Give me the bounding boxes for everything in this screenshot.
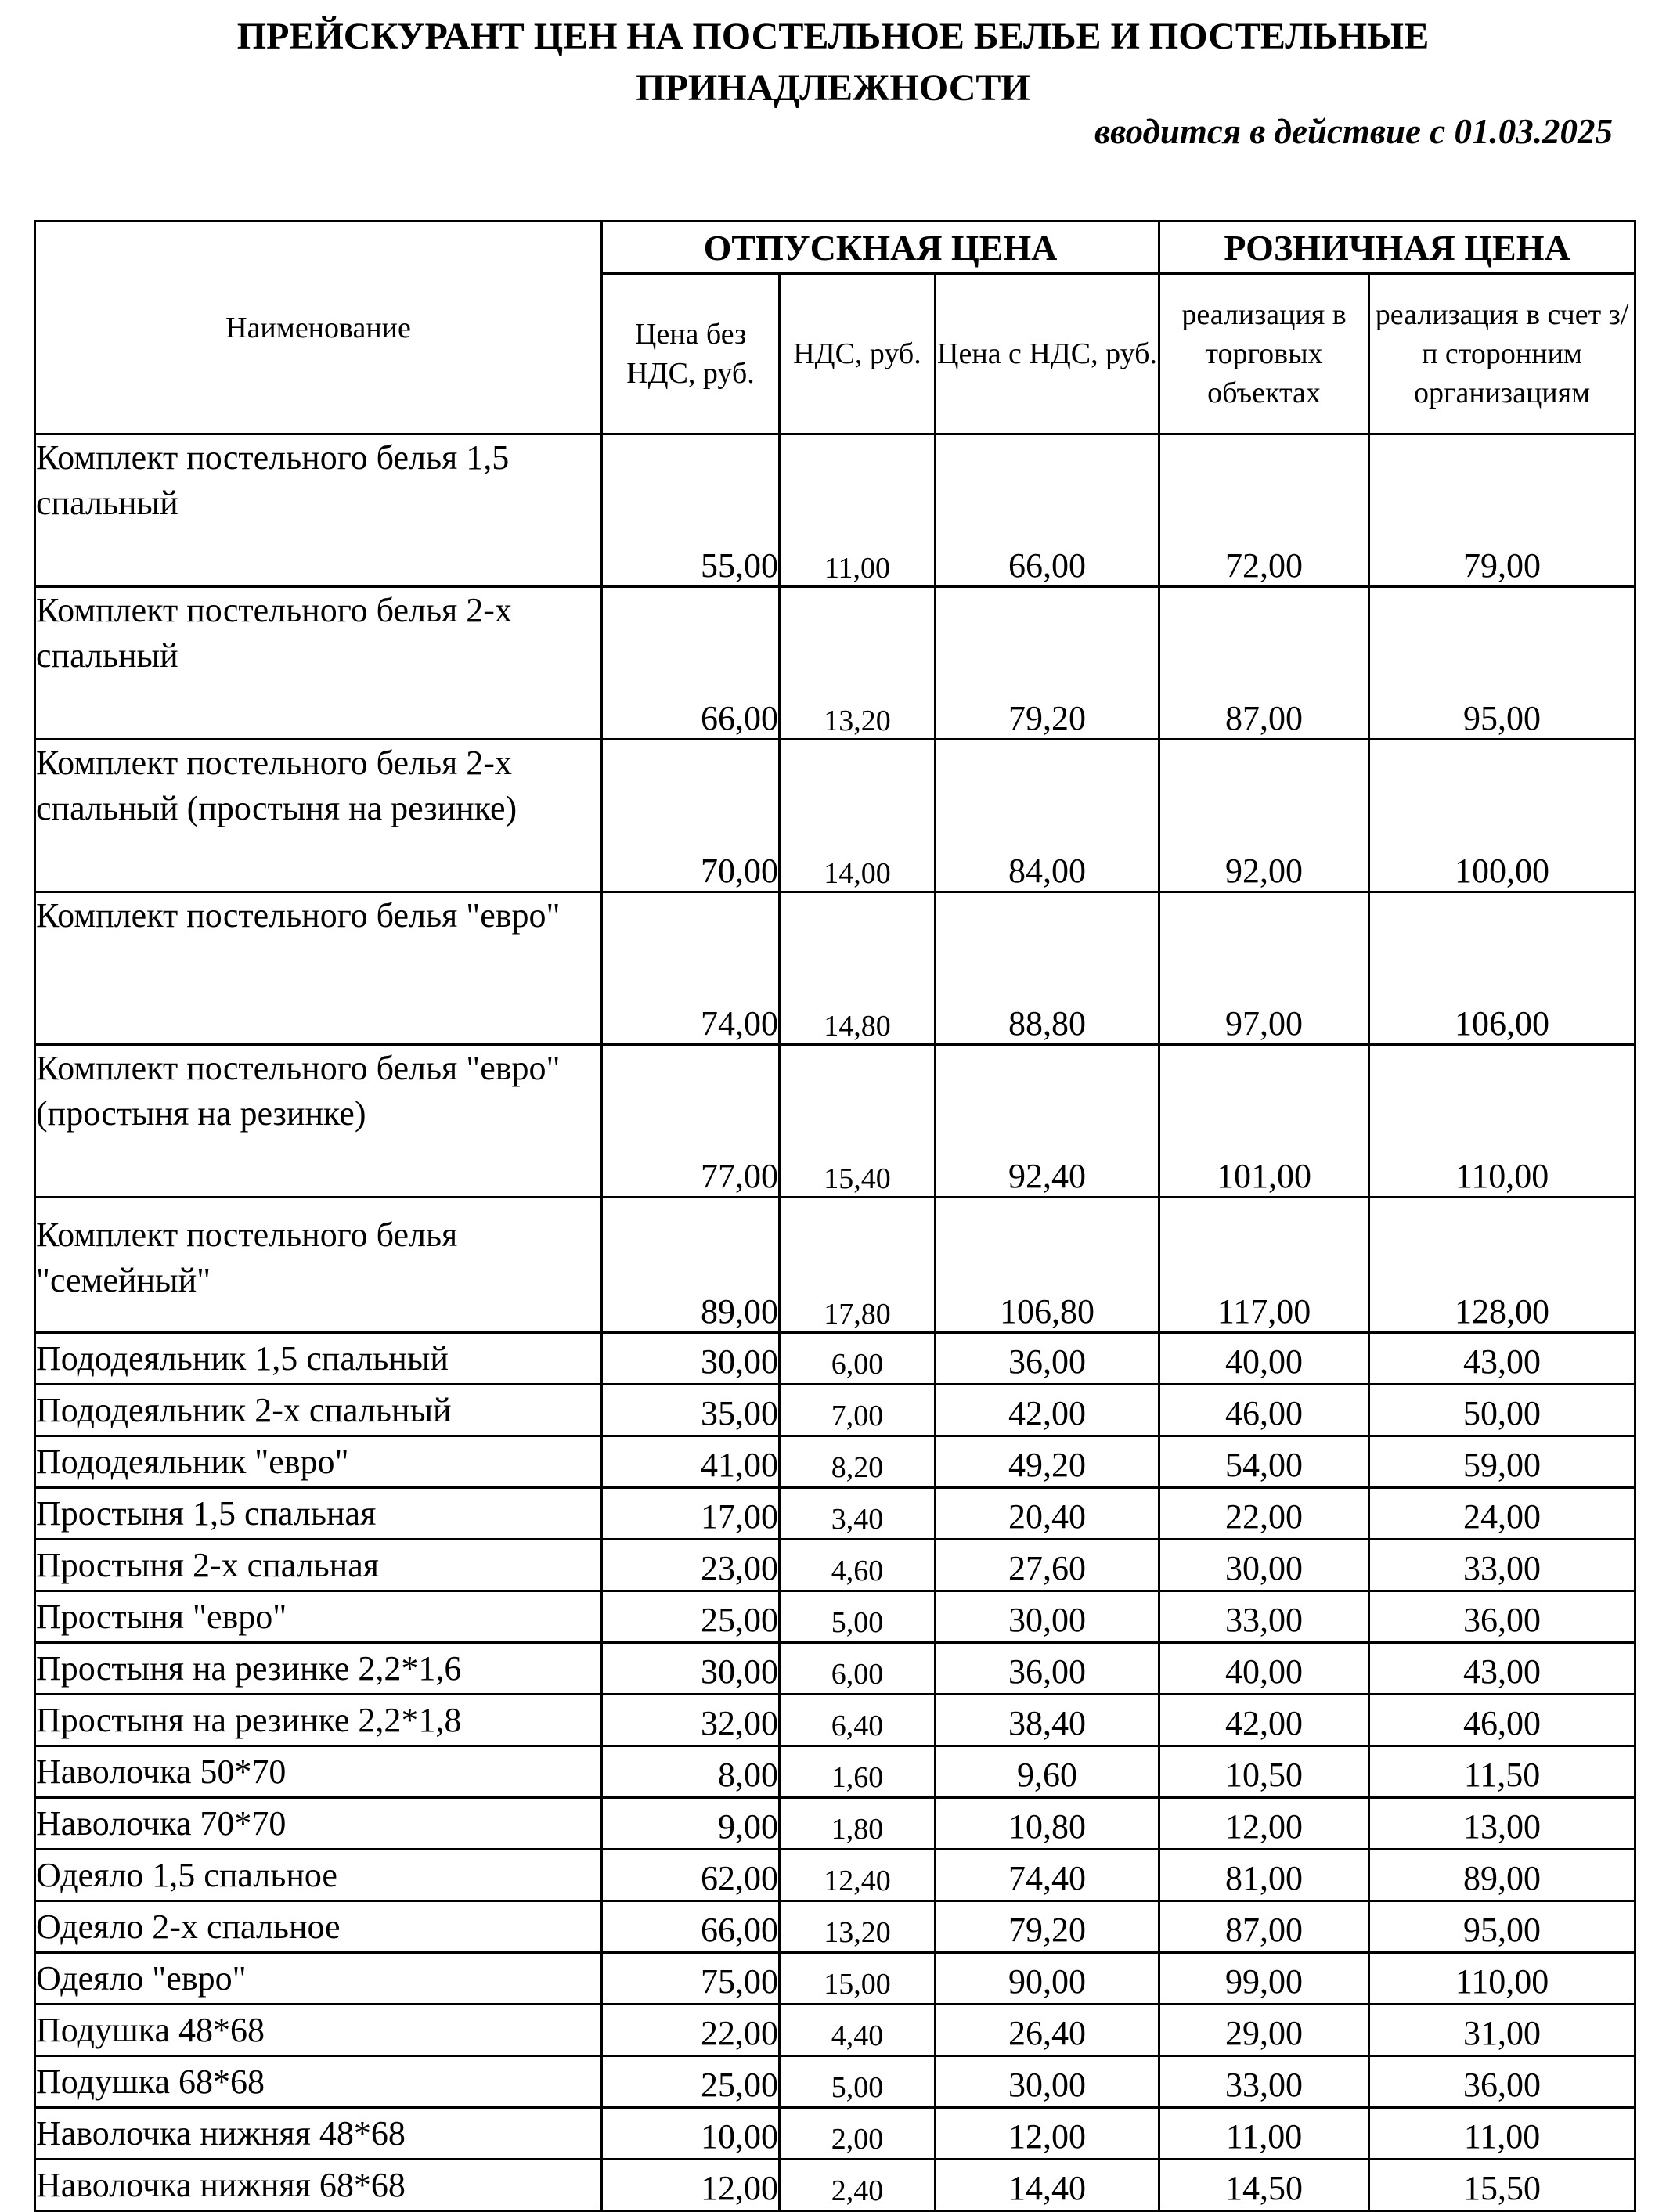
table-row bbox=[35, 892, 1635, 1045]
retail-own: 46,00 bbox=[1159, 1385, 1369, 1436]
table-row bbox=[35, 434, 1635, 587]
price-with-vat: 79,20 bbox=[936, 1901, 1159, 1953]
price-no-vat: 41,00 bbox=[602, 1436, 780, 1488]
item-name: Подушка 68*68 bbox=[35, 2056, 602, 2108]
retail-third: 11,50 bbox=[1369, 1746, 1635, 1798]
item-name: Одеяло 2-х спальное bbox=[35, 1901, 602, 1953]
retail-third: 106,00 bbox=[1369, 892, 1635, 1045]
item-name: Наволочка нижняя 68*68 bbox=[35, 2160, 602, 2211]
retail-third: 110,00 bbox=[1369, 1953, 1635, 2005]
price-no-vat: 89,00 bbox=[602, 1198, 780, 1333]
retail-third: 31,00 bbox=[1369, 2005, 1635, 2056]
retail-third: 95,00 bbox=[1369, 587, 1635, 740]
item-name: Одеяло "евро" bbox=[35, 1953, 602, 2005]
retail-own: 92,00 bbox=[1159, 740, 1369, 892]
item-name: Пододеяльник 2-х спальный bbox=[35, 1385, 602, 1436]
retail-own: 40,00 bbox=[1159, 1643, 1369, 1695]
table-row bbox=[35, 1436, 1635, 1488]
price-no-vat: 25,00 bbox=[602, 2056, 780, 2108]
retail-own: 81,00 bbox=[1159, 1850, 1369, 1901]
retail-third: 43,00 bbox=[1369, 1333, 1635, 1385]
table-row bbox=[35, 2160, 1635, 2211]
price-no-vat: 70,00 bbox=[602, 740, 780, 892]
table-row bbox=[35, 1953, 1635, 2005]
price-no-vat: 62,00 bbox=[602, 1850, 780, 1901]
retail-third: 100,00 bbox=[1369, 740, 1635, 892]
vat-amount: 3,40 bbox=[780, 1488, 936, 1540]
vat-amount: 5,00 bbox=[780, 2056, 936, 2108]
price-no-vat: 32,00 bbox=[602, 1695, 780, 1746]
retail-third: 50,00 bbox=[1369, 1385, 1635, 1436]
item-name: Наволочка 50*70 bbox=[35, 1746, 602, 1798]
price-with-vat: 79,20 bbox=[936, 587, 1159, 740]
header-price-no-vat: Цена без НДС, руб. bbox=[602, 274, 780, 434]
retail-third: 11,00 bbox=[1369, 2108, 1635, 2160]
vat-amount: 12,40 bbox=[780, 1850, 936, 1901]
item-name: Подушка 48*68 bbox=[35, 2005, 602, 2056]
price-with-vat: 20,40 bbox=[936, 1488, 1159, 1540]
item-name: Пододеяльник "евро" bbox=[35, 1436, 602, 1488]
item-name: Комплект постельного белья "евро" (простыня на резинке) bbox=[35, 1045, 602, 1198]
price-table bbox=[34, 220, 1636, 2212]
price-no-vat: 66,00 bbox=[602, 1901, 780, 1953]
price-with-vat: 10,80 bbox=[936, 1798, 1159, 1850]
table-row bbox=[35, 1045, 1635, 1198]
table-row bbox=[35, 1695, 1635, 1746]
retail-third: 33,00 bbox=[1369, 1540, 1635, 1591]
price-with-vat: 49,20 bbox=[936, 1436, 1159, 1488]
table-row bbox=[35, 587, 1635, 740]
table-row bbox=[35, 1901, 1635, 1953]
table-row bbox=[35, 1488, 1635, 1540]
vat-amount: 13,20 bbox=[780, 587, 936, 740]
price-no-vat: 12,00 bbox=[602, 2160, 780, 2211]
price-with-vat: 30,00 bbox=[936, 1591, 1159, 1643]
vat-amount: 1,80 bbox=[780, 1798, 936, 1850]
price-no-vat: 22,00 bbox=[602, 2005, 780, 2056]
effective-date: вводится в действие с 01.03.2025 bbox=[1094, 112, 1613, 151]
price-with-vat: 30,00 bbox=[936, 2056, 1159, 2108]
retail-own: 101,00 bbox=[1159, 1045, 1369, 1198]
vat-amount: 17,80 bbox=[780, 1198, 936, 1333]
item-name: Простыня на резинке 2,2*1,6 bbox=[35, 1643, 602, 1695]
retail-third: 95,00 bbox=[1369, 1901, 1635, 1953]
item-name: Комплект постельного белья 2-х спальный bbox=[35, 587, 602, 740]
price-no-vat: 74,00 bbox=[602, 892, 780, 1045]
header-vat: НДС, руб. bbox=[780, 274, 936, 434]
retail-own: 30,00 bbox=[1159, 1540, 1369, 1591]
item-name: Комплект постельного белья 1,5 спальный bbox=[35, 434, 602, 587]
retail-third: 13,00 bbox=[1369, 1798, 1635, 1850]
vat-amount: 1,60 bbox=[780, 1746, 936, 1798]
vat-amount: 2,00 bbox=[780, 2108, 936, 2160]
price-with-vat: 42,00 bbox=[936, 1385, 1159, 1436]
title-line-2: ПРИНАДЛЕЖНОСТИ bbox=[636, 67, 1030, 109]
item-name: Комплект постельного белья "семейный" bbox=[35, 1198, 602, 1333]
price-table-body bbox=[35, 434, 1635, 2211]
retail-third: 128,00 bbox=[1369, 1198, 1635, 1333]
retail-third: 46,00 bbox=[1369, 1695, 1635, 1746]
retail-own: 14,50 bbox=[1159, 2160, 1369, 2211]
vat-amount: 15,00 bbox=[780, 1953, 936, 2005]
price-with-vat: 90,00 bbox=[936, 1953, 1159, 2005]
table-row bbox=[35, 1643, 1635, 1695]
price-no-vat: 9,00 bbox=[602, 1798, 780, 1850]
header-group-retail: РОЗНИЧНАЯ ЦЕНА bbox=[1159, 222, 1635, 274]
price-with-vat: 84,00 bbox=[936, 740, 1159, 892]
retail-third: 43,00 bbox=[1369, 1643, 1635, 1695]
retail-third: 36,00 bbox=[1369, 2056, 1635, 2108]
vat-amount: 7,00 bbox=[780, 1385, 936, 1436]
price-with-vat: 9,60 bbox=[936, 1746, 1159, 1798]
item-name: Наволочка нижняя 48*68 bbox=[35, 2108, 602, 2160]
price-no-vat: 35,00 bbox=[602, 1385, 780, 1436]
retail-own: 117,00 bbox=[1159, 1198, 1369, 1333]
header-name: Наименование bbox=[35, 222, 602, 434]
price-with-vat: 27,60 bbox=[936, 1540, 1159, 1591]
price-with-vat: 36,00 bbox=[936, 1333, 1159, 1385]
price-no-vat: 25,00 bbox=[602, 1591, 780, 1643]
table-row bbox=[35, 1198, 1635, 1333]
price-with-vat: 36,00 bbox=[936, 1643, 1159, 1695]
vat-amount: 6,00 bbox=[780, 1333, 936, 1385]
price-no-vat: 8,00 bbox=[602, 1746, 780, 1798]
retail-own: 87,00 bbox=[1159, 587, 1369, 740]
item-name: Комплект постельного белья "евро" bbox=[35, 892, 602, 1045]
item-name: Наволочка 70*70 bbox=[35, 1798, 602, 1850]
item-name: Простыня на резинке 2,2*1,8 bbox=[35, 1695, 602, 1746]
vat-amount: 8,20 bbox=[780, 1436, 936, 1488]
price-no-vat: 10,00 bbox=[602, 2108, 780, 2160]
table-row bbox=[35, 1850, 1635, 1901]
document-title bbox=[0, 11, 1666, 114]
price-with-vat: 66,00 bbox=[936, 434, 1159, 587]
retail-own: 12,00 bbox=[1159, 1798, 1369, 1850]
title-line-1: ПРЕЙСКУРАНТ ЦЕН НА ПОСТЕЛЬНОЕ БЕЛЬЕ И ПОСТЕЛЬНЫЕ bbox=[236, 16, 1430, 57]
price-no-vat: 66,00 bbox=[602, 587, 780, 740]
table-row bbox=[35, 1385, 1635, 1436]
retail-own: 72,00 bbox=[1159, 434, 1369, 587]
price-no-vat: 17,00 bbox=[602, 1488, 780, 1540]
retail-own: 11,00 bbox=[1159, 2108, 1369, 2160]
vat-amount: 2,40 bbox=[780, 2160, 936, 2211]
retail-own: 40,00 bbox=[1159, 1333, 1369, 1385]
retail-own: 54,00 bbox=[1159, 1436, 1369, 1488]
retail-third: 110,00 bbox=[1369, 1045, 1635, 1198]
table-row bbox=[35, 1540, 1635, 1591]
price-with-vat: 92,40 bbox=[936, 1045, 1159, 1198]
table-row bbox=[35, 2108, 1635, 2160]
vat-amount: 14,00 bbox=[780, 740, 936, 892]
price-no-vat: 30,00 bbox=[602, 1643, 780, 1695]
retail-own: 99,00 bbox=[1159, 1953, 1369, 2005]
price-with-vat: 14,40 bbox=[936, 2160, 1159, 2211]
vat-amount: 4,40 bbox=[780, 2005, 936, 2056]
retail-third: 36,00 bbox=[1369, 1591, 1635, 1643]
retail-own: 33,00 bbox=[1159, 1591, 1369, 1643]
vat-amount: 15,40 bbox=[780, 1045, 936, 1198]
item-name: Простыня "евро" bbox=[35, 1591, 602, 1643]
retail-third: 79,00 bbox=[1369, 434, 1635, 587]
retail-own: 33,00 bbox=[1159, 2056, 1369, 2108]
price-with-vat: 26,40 bbox=[936, 2005, 1159, 2056]
item-name: Одеяло 1,5 спальное bbox=[35, 1850, 602, 1901]
retail-third: 89,00 bbox=[1369, 1850, 1635, 1901]
table-row bbox=[35, 1333, 1635, 1385]
table-row bbox=[35, 1746, 1635, 1798]
vat-amount: 6,40 bbox=[780, 1695, 936, 1746]
table-row bbox=[35, 1591, 1635, 1643]
item-name: Пододеяльник 1,5 спальный bbox=[35, 1333, 602, 1385]
vat-amount: 6,00 bbox=[780, 1643, 936, 1695]
price-with-vat: 88,80 bbox=[936, 892, 1159, 1045]
item-name: Комплект постельного белья 2-х спальный (простыня на резинке) bbox=[35, 740, 602, 892]
header-retail-own: реализация в торговых объектах bbox=[1159, 274, 1369, 434]
vat-amount: 13,20 bbox=[780, 1901, 936, 1953]
retail-own: 97,00 bbox=[1159, 892, 1369, 1045]
retail-third: 15,50 bbox=[1369, 2160, 1635, 2211]
retail-third: 24,00 bbox=[1369, 1488, 1635, 1540]
table-row bbox=[35, 1798, 1635, 1850]
retail-own: 42,00 bbox=[1159, 1695, 1369, 1746]
price-no-vat: 30,00 bbox=[602, 1333, 780, 1385]
table-row bbox=[35, 740, 1635, 892]
vat-amount: 14,80 bbox=[780, 892, 936, 1045]
table-row bbox=[35, 2005, 1635, 2056]
price-no-vat: 55,00 bbox=[602, 434, 780, 587]
vat-amount: 4,60 bbox=[780, 1540, 936, 1591]
vat-amount: 5,00 bbox=[780, 1591, 936, 1643]
price-no-vat: 77,00 bbox=[602, 1045, 780, 1198]
price-no-vat: 23,00 bbox=[602, 1540, 780, 1591]
price-no-vat: 75,00 bbox=[602, 1953, 780, 2005]
vat-amount: 11,00 bbox=[780, 434, 936, 587]
price-with-vat: 106,80 bbox=[936, 1198, 1159, 1333]
header-retail-third: реализация в счет з/п сторонним организациям bbox=[1369, 274, 1635, 434]
header-group-wholesale: ОТПУСКНАЯ ЦЕНА bbox=[602, 222, 1159, 274]
retail-third: 59,00 bbox=[1369, 1436, 1635, 1488]
retail-own: 87,00 bbox=[1159, 1901, 1369, 1953]
price-with-vat: 74,40 bbox=[936, 1850, 1159, 1901]
retail-own: 29,00 bbox=[1159, 2005, 1369, 2056]
price-with-vat: 38,40 bbox=[936, 1695, 1159, 1746]
item-name: Простыня 1,5 спальная bbox=[35, 1488, 602, 1540]
price-with-vat: 12,00 bbox=[936, 2108, 1159, 2160]
retail-own: 10,50 bbox=[1159, 1746, 1369, 1798]
table-row bbox=[35, 2056, 1635, 2108]
retail-own: 22,00 bbox=[1159, 1488, 1369, 1540]
item-name: Простыня 2-х спальная bbox=[35, 1540, 602, 1591]
header-price-with-vat: Цена с НДС, руб. bbox=[936, 274, 1159, 434]
